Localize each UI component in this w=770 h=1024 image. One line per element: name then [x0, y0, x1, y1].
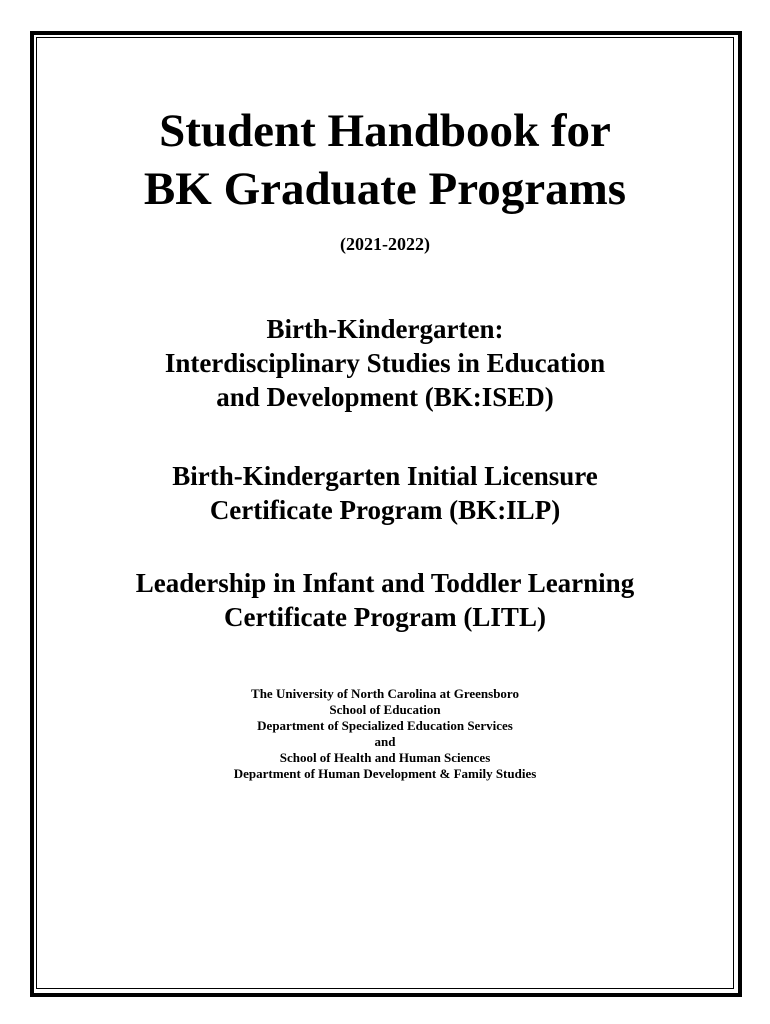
program-line: Certificate Program (BK:ILP) [209, 495, 561, 525]
program-litl [40, 566, 730, 634]
program-line: Birth-Kindergarten Initial Licensure [172, 461, 598, 491]
university-name: The University of North Carolina at Greensboro [251, 686, 519, 701]
conjunction: and [374, 734, 396, 749]
academic-year: (2021-2022) [340, 234, 430, 254]
program-bk-ilp [40, 459, 730, 527]
program-line: and Development (BK:ISED) [216, 382, 554, 412]
title-line: Student Handbook for [159, 105, 611, 157]
institution-affiliation [40, 686, 730, 782]
school-name: School of Education [329, 702, 441, 717]
program-line: Leadership in Infant and Toddler Learning [135, 568, 635, 598]
school-name: School of Health and Human Sciences [279, 750, 491, 765]
department-name: Department of Specialized Education Services [257, 718, 513, 733]
department-name: Department of Human Development & Family Studies [233, 766, 537, 781]
title-line: BK Graduate Programs [143, 163, 627, 215]
program-line: Birth-Kindergarten: [266, 314, 504, 344]
program-line: Interdisciplinary Studies in Education [164, 348, 606, 378]
program-bk-ised [40, 312, 730, 414]
handbook-title [40, 102, 730, 218]
program-line: Certificate Program (LITL) [224, 602, 546, 632]
